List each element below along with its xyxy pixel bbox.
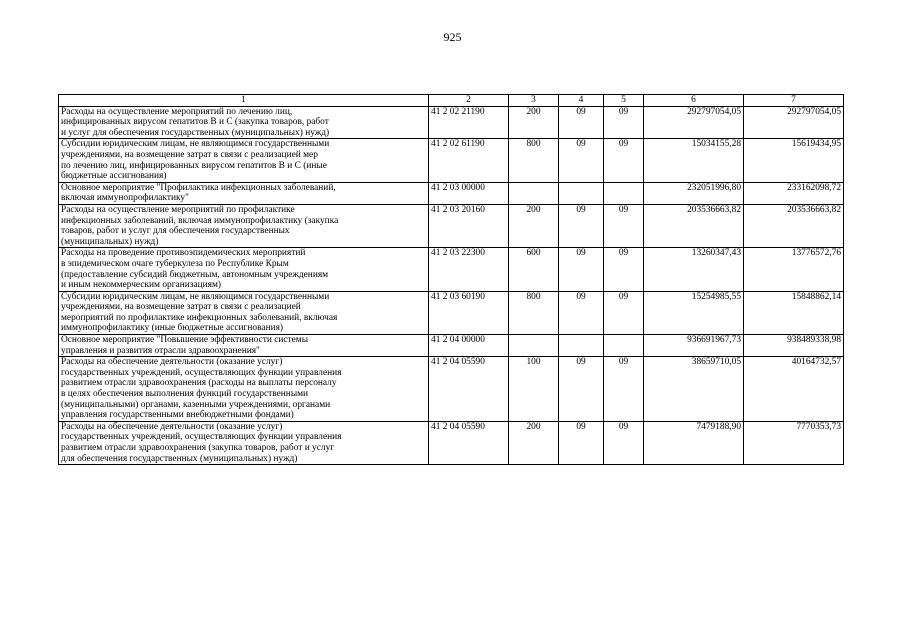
table-row (59, 357, 844, 422)
header-cell: 6 (644, 95, 744, 107)
table-row (59, 291, 844, 334)
amount-year-1: 232051996,80 (644, 182, 744, 204)
expense-type: 100 (509, 357, 559, 422)
amount-year-1: 15034155,28 (644, 139, 744, 182)
amount-year-2: 40164732,57 (744, 357, 844, 422)
header-cell: 5 (604, 95, 644, 107)
section (559, 335, 604, 357)
amount-year-1: 38659710,05 (644, 357, 744, 422)
expense-name: Основное мероприятие "Профилактика инфекционных заболеваний, включая иммунопрофилактику" (59, 182, 429, 204)
table-row (59, 335, 844, 357)
expense-type: 200 (509, 204, 559, 247)
target-code: 41 2 02 21190 (429, 106, 509, 139)
target-code: 41 2 02 61190 (429, 139, 509, 182)
expense-name: Субсидии юридическим лицам, не являющимся государственными учреждениями, на возмещение затрат в связи с реализацией мер по лечению лиц, инфицированных вирусом гепатитов В и С (иные бюджетные ассигнования) (59, 139, 429, 182)
section: 09 (559, 421, 604, 464)
amount-year-2: 13776572,76 (744, 248, 844, 291)
amount-year-2: 7770353,73 (744, 421, 844, 464)
amount-year-2: 203536663,82 (744, 204, 844, 247)
expense-name: Расходы на осуществление мероприятий по лечению лиц, инфицированных вирусом гепатитов В и С (закупка товаров, работ и услуг для обеспечения государственных (муниципальных) нужд) (59, 106, 429, 139)
target-code: 41 2 03 22300 (429, 248, 509, 291)
subsection (604, 182, 644, 204)
expense-type: 800 (509, 291, 559, 334)
amount-year-2: 233162098,72 (744, 182, 844, 204)
target-code: 41 2 03 20160 (429, 204, 509, 247)
amount-year-1: 936691967,73 (644, 335, 744, 357)
expense-type: 600 (509, 248, 559, 291)
section: 09 (559, 106, 604, 139)
subsection: 09 (604, 357, 644, 422)
header-cell: 2 (429, 95, 509, 107)
header-cell: 7 (744, 95, 844, 107)
header-row (59, 95, 844, 107)
target-code: 41 2 03 60190 (429, 291, 509, 334)
amount-year-1: 13260347,43 (644, 248, 744, 291)
expense-name: Расходы на проведение противоэпидемических мероприятий в эпидемическом очаге туберкулеза по Республике Крым (предоставление субсидий бюджетным, автономным учреждениям и иным некоммерческим организациям) (59, 248, 429, 291)
subsection: 09 (604, 421, 644, 464)
amount-year-1: 15254985,55 (644, 291, 744, 334)
expense-type (509, 335, 559, 357)
section: 09 (559, 248, 604, 291)
page-number: 925 (443, 30, 462, 44)
expense-name: Расходы на осуществление мероприятий по профилактике инфекционных заболеваний, включая иммунопрофилактику (закупка товаров, работ и услуг для обеспечения государственных (муниципальных) нужд) (59, 204, 429, 247)
table-row (59, 139, 844, 182)
expense-name: Основное мероприятие "Повышение эффективности системы управления и развития отрасли здравоохранения" (59, 335, 429, 357)
expense-type: 200 (509, 106, 559, 139)
header-cell: 3 (509, 95, 559, 107)
expense-type (509, 182, 559, 204)
expense-type: 800 (509, 139, 559, 182)
expense-name: Расходы на обеспечение деятельности (оказание услуг) государственных учреждений, осуществляющих функции управления развитием отрасли здравоохранения (расходы на выплаты персоналу в целях обеспечения выполнения функций государственными (муниципальными) органами, казенными учреждениями, органами управления государственными внебюджетными фондами) (59, 357, 429, 422)
table-row (59, 204, 844, 247)
budget-table (58, 94, 844, 465)
table-row (59, 106, 844, 139)
table-row (59, 248, 844, 291)
header-cell: 4 (559, 95, 604, 107)
section (559, 182, 604, 204)
table-row (59, 421, 844, 464)
amount-year-2: 938489338,98 (744, 335, 844, 357)
target-code: 41 2 04 05590 (429, 421, 509, 464)
subsection: 09 (604, 106, 644, 139)
target-code: 41 2 04 05590 (429, 357, 509, 422)
section: 09 (559, 204, 604, 247)
amount-year-2: 15619434,95 (744, 139, 844, 182)
amount-year-1: 203536663,82 (644, 204, 744, 247)
target-code: 41 2 03 00000 (429, 182, 509, 204)
section: 09 (559, 357, 604, 422)
target-code: 41 2 04 00000 (429, 335, 509, 357)
expense-name: Расходы на обеспечение деятельности (оказание услуг) государственных учреждений, осуществляющих функции управления развитием отрасли здравоохранения (закупка товаров, работ и услуг для обеспечения государственных (муниципальных) нужд) (59, 421, 429, 464)
subsection (604, 335, 644, 357)
expense-type: 200 (509, 421, 559, 464)
amount-year-1: 292797054,05 (644, 106, 744, 139)
table-row (59, 182, 844, 204)
expense-name: Субсидии юридическим лицам, не являющимся государственными учреждениями, на возмещение затрат в связи с реализацией мероприятий по профилактике инфекционных заболеваний, включая иммунопрофилактику (иные бюджетные ассигнования) (59, 291, 429, 334)
subsection: 09 (604, 248, 644, 291)
amount-year-2: 15848862,14 (744, 291, 844, 334)
subsection: 09 (604, 139, 644, 182)
amount-year-2: 292797054,05 (744, 106, 844, 139)
amount-year-1: 7479188,90 (644, 421, 744, 464)
section: 09 (559, 139, 604, 182)
header-cell: 1 (59, 95, 429, 107)
section: 09 (559, 291, 604, 334)
subsection: 09 (604, 204, 644, 247)
subsection: 09 (604, 291, 644, 334)
